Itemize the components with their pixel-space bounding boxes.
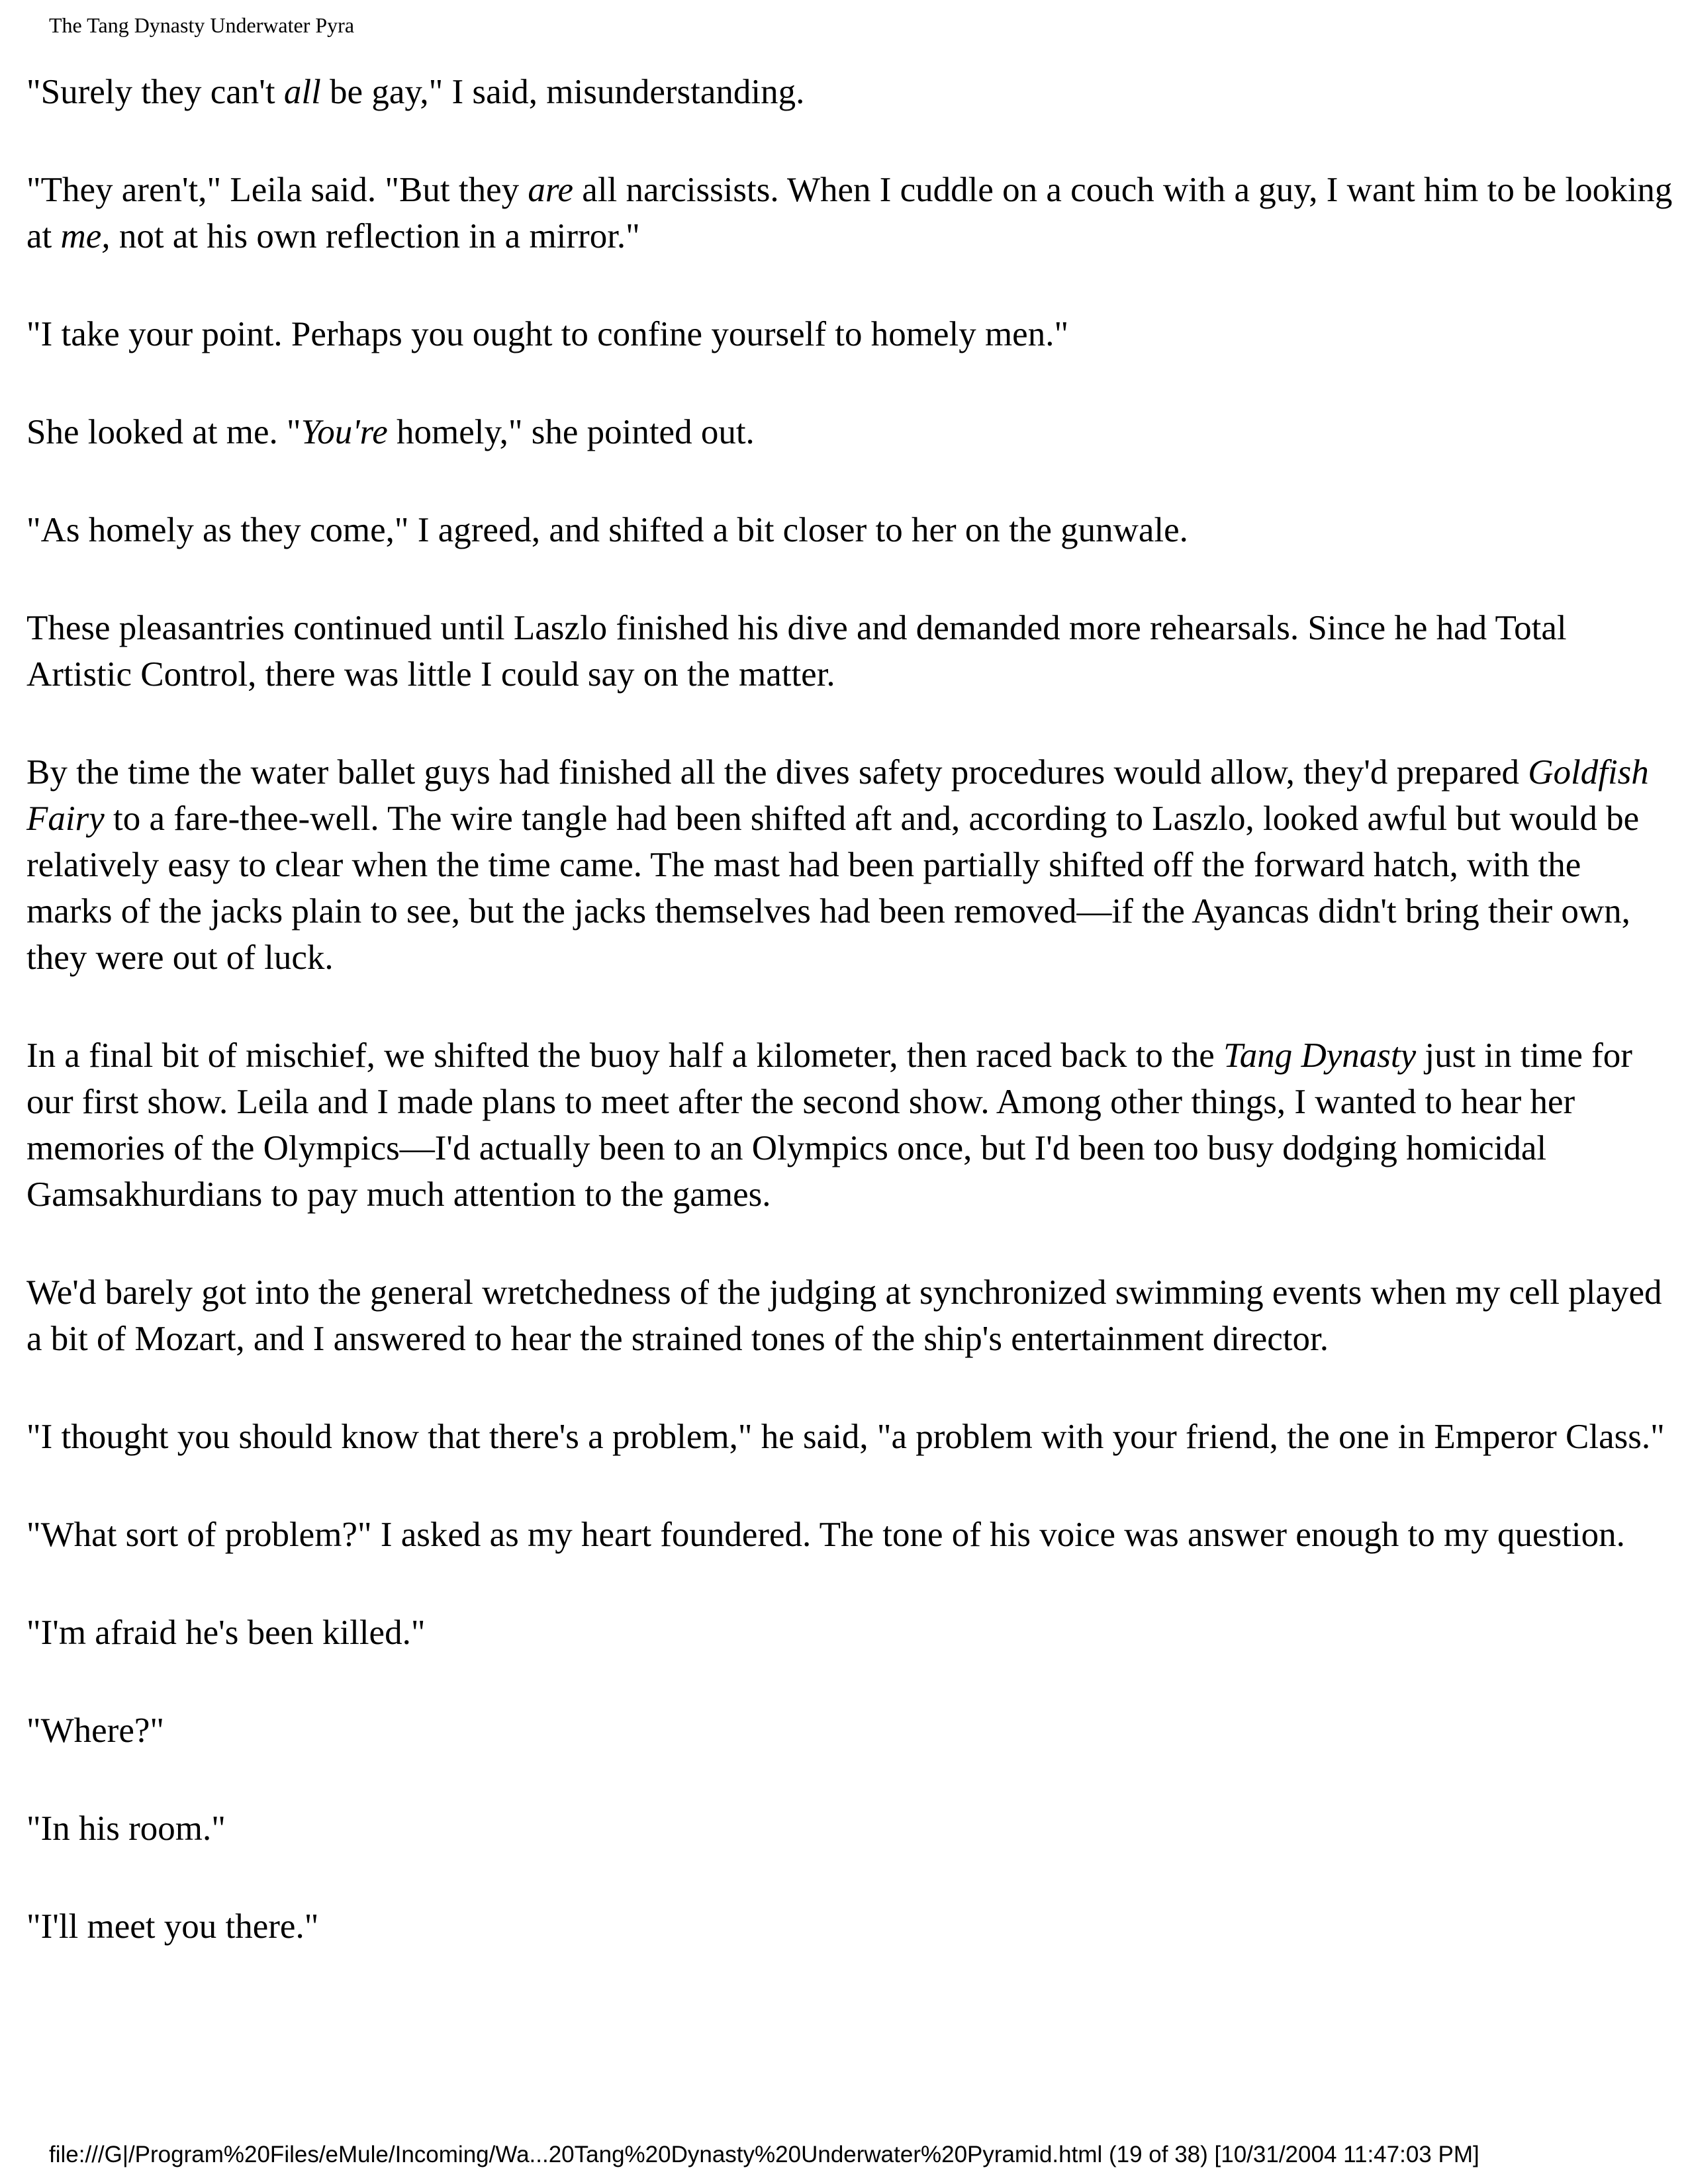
- paragraph: [26, 69, 1675, 115]
- paragraph: [26, 1414, 1675, 1460]
- page-header-title: The Tang Dynasty Underwater Pyra: [49, 13, 355, 37]
- text-run: all narcissists. When I cuddle on a couch with a guy, I want him to be looking at: [26, 171, 1673, 255]
- paragraph: [26, 409, 1675, 455]
- paragraph: [26, 167, 1675, 259]
- text-run: "Where?": [26, 1711, 165, 1750]
- paragraph: [26, 1707, 1675, 1754]
- page-footer-path: file:///G|/Program%20Files/eMule/Incoming/Wa...20Tang%20Dynasty%20Underwater%20Pyramid.html (19 of 38) [10/31/2004 11:47:03 PM]: [49, 2142, 1479, 2167]
- paragraph: [26, 1269, 1675, 1362]
- paragraph: [26, 1805, 1675, 1852]
- text-run: By the time the water ballet guys had finished all the dives safety procedures would allow, they'd prepared: [26, 753, 1528, 792]
- text-run: "As homely as they come," I agreed, and shifted a bit closer to her on the gunwale.: [26, 511, 1188, 549]
- text-run: These pleasantries continued until Laszlo finished his dive and demanded more rehearsals. Since he had Total Artistic Control, there was little I could say on the matter.: [26, 609, 1567, 694]
- text-run: "Surely they can't: [26, 73, 284, 111]
- paragraph: [26, 749, 1675, 981]
- italic-text: Tang Dynasty: [1223, 1036, 1417, 1075]
- text-run: be gay," I said, misunderstanding.: [320, 73, 805, 111]
- paragraph: [26, 311, 1675, 357]
- text-run: "What sort of problem?" I asked as my heart foundered. The tone of his voice was answer enough to my question.: [26, 1516, 1625, 1554]
- text-run: We'd barely got into the general wretchedness of the judging at synchronized swimming events when my cell played a bit of Mozart, and I answered to hear the strained tones of the ship's entertainment director.: [26, 1273, 1662, 1358]
- text-run: not at his own reflection in a mirror.": [110, 217, 640, 255]
- document-body: [26, 69, 1675, 1950]
- text-run: "They aren't," Leila said. "But they: [26, 171, 528, 209]
- text-run: homely," she pointed out.: [387, 413, 755, 451]
- paragraph: [26, 1610, 1675, 1656]
- text-run: "I thought you should know that there's a problem," he said, "a problem with your friend, the one in Emperor Class.": [26, 1418, 1665, 1456]
- paragraph: [26, 1903, 1675, 1950]
- paragraph: [26, 605, 1675, 698]
- text-run: She looked at me. ": [26, 413, 301, 451]
- italic-text: You're: [301, 413, 388, 451]
- text-run: to a fare-thee-well. The wire tangle had been shifted aft and, according to Laszlo, looked awful but would be relatively easy to clear when the time came. The mast had been partially shifted off the forward hatch, with the marks of the jacks plain to see, but the jacks themselves had been removed—if the Ayancas didn't bring their own, they were out of luck.: [26, 799, 1640, 977]
- text-run: "I take your point. Perhaps you ought to confine yourself to homely men.": [26, 315, 1069, 353]
- italic-text: all: [283, 73, 321, 111]
- text-run: just in time for our first show. Leila and I made plans to meet after the second show. Among other things, I wanted to hear her memories of the Olympics—I'd actually been to an Olympics once, but I'd been too busy dodging homicidal Gamsakhurdians to pay much attention to the games.: [26, 1036, 1632, 1214]
- text-run: In a final bit of mischief, we shifted the buoy half a kilometer, then raced back to the: [26, 1036, 1224, 1075]
- italic-text: me,: [60, 217, 111, 255]
- italic-text: Goldfish Fairy: [26, 753, 1649, 838]
- text-run: "In his room.": [26, 1809, 226, 1848]
- text-run: "I'm afraid he's been killed.": [26, 1614, 426, 1652]
- paragraph: [26, 1512, 1675, 1558]
- text-run: "I'll meet you there.": [26, 1907, 319, 1946]
- italic-text: are: [528, 171, 574, 209]
- paragraph: [26, 507, 1675, 553]
- paragraph: [26, 1032, 1675, 1218]
